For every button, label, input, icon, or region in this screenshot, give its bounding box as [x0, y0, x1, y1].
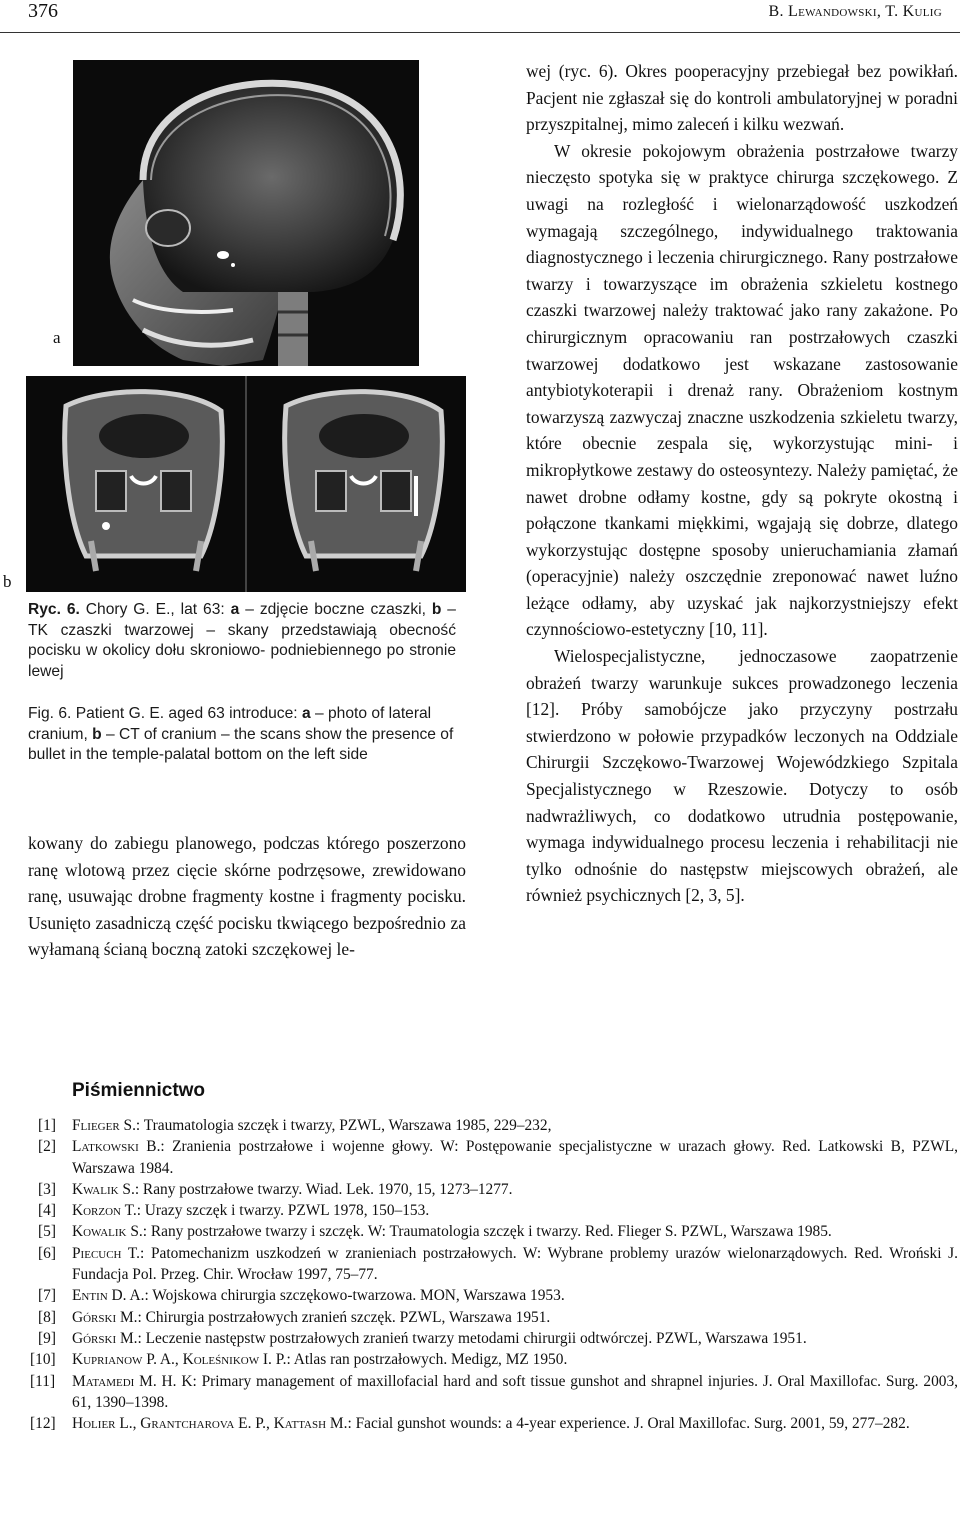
reference-number: [5]: [38, 1223, 56, 1241]
reference-item: [28, 1307, 958, 1328]
body-text-left-column: [28, 830, 466, 963]
reference-number: [11]: [30, 1372, 56, 1390]
body-text-right-column: [526, 58, 958, 909]
caption-part-b: b: [92, 725, 102, 743]
reference-author: Piecuch T.: [72, 1244, 141, 1262]
caption-label-polish: Ryc. 6.: [28, 601, 80, 618]
header-rule: [0, 32, 960, 33]
reference-number: [6]: [38, 1244, 56, 1262]
reference-number: [7]: [38, 1287, 56, 1305]
reference-number: [8]: [38, 1308, 56, 1326]
reference-item: [28, 1115, 958, 1136]
reference-text: : Facial gunshot wounds: a 4-year experience. J. Oral Maxillofac. Surg. 2001, 59, 277–282.: [347, 1415, 910, 1433]
running-header-authors: B. Lewandowski, T. Kulig: [768, 3, 942, 20]
reference-text: : Zranienia postrzałowe i wojenne głowy. W: Postępowanie specjalistyczne w urazach głowy. Red. Latkowski B, PZWL, Warszawa 1984.: [72, 1138, 958, 1177]
figure-label-b: b: [3, 572, 12, 591]
reference-text: : Leczenie następstw postrzałowych zranień twarzy metodami chirurgii odtwórczej. PZWL, Warszawa 1951.: [137, 1329, 807, 1347]
reference-author: Holier L., Grantcharova E. P., Kattash M.: [72, 1415, 348, 1433]
reference-number: [4]: [38, 1202, 56, 1220]
reference-item: [28, 1136, 958, 1179]
figure-label-a: a: [53, 328, 61, 347]
caption-part-a: a: [301, 705, 311, 722]
xray-lateral-skull-image: [73, 60, 419, 366]
reference-text: K: Primary management of maxillofacial hard and soft tissue gunshot and shrapnel injuries. J. Oral Maxillofac. Surg. 2003, 61, 1390–1398.: [72, 1372, 958, 1411]
reference-author: Kuprianow P. A., Koleśnikow I. P.: [72, 1351, 287, 1369]
reference-author: Kwalik S.: [72, 1180, 135, 1198]
reference-number: [3]: [38, 1180, 56, 1198]
caption-text: Patient G. E. aged 63 introduce:: [75, 705, 298, 722]
references-title: Piśmiennictwo: [72, 1080, 206, 1101]
figure-caption-polish: Ryc. 6. Chory G. E., lat 63: a – zdjęcie boczne czaszki, b – TK czaszki twarzowej – skany przedstawiają obecność pocisku w okolicy dołu skroniowo- podniebiennego po stronie lewej: [28, 601, 456, 681]
reference-number: [2]: [38, 1138, 56, 1156]
body-paragraph: wej (ryc. 6). Okres pooperacyjny przebiegał bez powikłań. Pacjent nie zgłaszał się do kontroli ambulatoryjnej w poradni przyszpitalnej, mimo zaleceń i kilku wezwań.: [526, 61, 958, 135]
references-list: [28, 1115, 958, 1434]
reference-author: Entin D. A.: [72, 1287, 145, 1305]
reference-item: [28, 1371, 958, 1414]
caption-text: zdjęcie boczne czaszki,: [259, 601, 426, 618]
reference-item: [28, 1221, 958, 1242]
caption-label-english: Fig. 6.: [28, 705, 72, 722]
reference-item: [28, 1328, 958, 1349]
reference-text: : Rany postrzałowe twarzy. Wiad. Lek. 1970, 15, 1273–1277.: [134, 1180, 513, 1198]
reference-text: : Atlas ran postrzałowych. Medigz, MZ 1950.: [286, 1351, 568, 1369]
reference-item: [28, 1200, 958, 1221]
reference-author: Górski M.: [72, 1308, 138, 1326]
reference-author: Matamedi M. H.: [72, 1372, 177, 1390]
reference-item: [28, 1413, 958, 1434]
reference-author: Górski M.: [72, 1329, 138, 1347]
reference-item: [28, 1349, 958, 1370]
page-number: 376: [28, 0, 58, 22]
reference-text: : Chirurgia postrzałowych zranień szczęk. PZWL, Warszawa 1951.: [137, 1308, 551, 1326]
caption-text: TK czaszki twarzowej – skany przedstawiają obecność pocisku w okolicy dołu skroniowo- podniebiennego po stronie lewej: [28, 621, 456, 681]
reference-text: : Rany postrzałowe twarzy i szczęk. W: Traumatologia szczęk i twarzy. Red. Flieger S. PZWL, Warszawa 1985.: [142, 1223, 832, 1241]
reference-item: [28, 1243, 958, 1286]
caption-text: photo of lateral cranium,: [28, 705, 432, 743]
reference-text: : Patomechanizm uszkodzeń w zranieniach postrzałowych. W: Wybrane problemy urazów wielonarządowych. Red. Wroński J. Fundacja Pol. Przeg. Chir. Wrocław 1997, 75–77.: [72, 1244, 958, 1284]
reference-number: [9]: [38, 1329, 56, 1347]
caption-text: Chory G. E., lat 63:: [85, 601, 225, 618]
reference-author: Korzon T.: [72, 1202, 137, 1220]
reference-number: [10]: [30, 1351, 56, 1369]
reference-number: [12]: [30, 1415, 56, 1433]
reference-text: : Wojskowa chirurgia szczękowo-twarzowa. MON, Warszawa 1953.: [144, 1287, 565, 1305]
reference-text: : Urazy szczęk i twarzy. PZWL 1978, 150–153.: [136, 1202, 430, 1220]
reference-text: : Traumatologia szczęk i twarzy, PZWL, Warszawa 1985, 229–232,: [135, 1117, 552, 1134]
reference-author: Kowalik S.: [72, 1223, 143, 1241]
caption-part-a: a: [230, 601, 240, 618]
body-paragraph: kowany do zabiegu planowego, podczas którego poszerzono ranę wlotową przez cięcie skórne podrzęsowe, zrewidowano ranę, usuwając drobne fragmenty kostne i fragmenty pocisku. Usunięto zasadniczą część pocisku tkwiącego bezpośrednio za wyłamaną ścianą boczną zatoki szczękowej le-: [28, 833, 466, 960]
reference-author: Flieger S.: [72, 1117, 136, 1134]
reference-item: [28, 1285, 958, 1306]
body-paragraph: Wielospecjalistyczne, jednoczasowe zaopatrzenie obrażeń twarzy warunkuje sukces prowadzonego leczenia [12]. Próby samobójcze jako przyczyny postrzału stwierdzono w połowie przypadków leczonych na Oddziale Chirurgii Szczękowo-Twarzowej Wojewódzkiego Szpitala Specjalistycznego w Rzeszowie. Dotyczy to osób nadwrażliwych, co dodatkowo utrudnia postępowanie, wymaga indywidualnego procesu leczenia i rehabilitacji nie tylko odnośnie do następstw miejscowych obrażeń, ale również psychicznych [2, 3, 5].: [526, 646, 958, 906]
ct-scan-coronal-images: [26, 376, 466, 592]
caption-part-b: b: [431, 601, 442, 618]
figure-caption-english: Fig. 6. Patient G. E. aged 63 introduce: a – photo of lateral cranium, b – CT of cranium – the scans show the presence of bullet in the temple-palatal bottom on the left side: [28, 705, 454, 764]
caption-text: CT of cranium – the scans show the presence of bullet in the temple-palatal bottom on the left side: [28, 725, 454, 764]
reference-author: Latkowski B.: [72, 1138, 161, 1156]
reference-number: [1]: [38, 1117, 56, 1134]
reference-item: [28, 1179, 958, 1200]
body-paragraph: W okresie pokojowym obrażenia postrzałowe twarzy nieczęsto spotyka się w praktyce chirurga szczękowego. Z uwagi na rozległość i wielonarządowość uszkodzeń wymagają szczególnego, indywidualnego traktowania diagnostycznego i leczenia chirurgicznego. Rany postrzałowe twarzy i towarzyszące im obrażenia szkieletu kostnego czaszki twarzowej należy traktować jako rany zakażone. Po chirurgicznym opracowaniu ran postrzałowych czaszki twarzowej dodatkowo jest wskazane zastosowanie antybiotykoterapii i drenaż rany. Obrażeniom kostnym towarzyszą zazwyczaj znaczne uszkodzenia szkieletu twarzy, które obecnie zespala się, wykorzystując mini- i mikropłytkowe zestawy do osteosyntezy. Należy pamiętać, że nawet drobne odłamy kostne, gdy są pokryte okostną i połączone tkankami miękkimi, wgajają się dobrze, dlatego wykorzystując dostępne sposoby unieruchamiania złamań (operacyjnie) należy oszczędnie zreponować nawet luźno leżące odłamy, aby uzyskać jak najkorzystniejszy efekt czynnościowo-estetyczny [10, 11].: [526, 140, 958, 640]
